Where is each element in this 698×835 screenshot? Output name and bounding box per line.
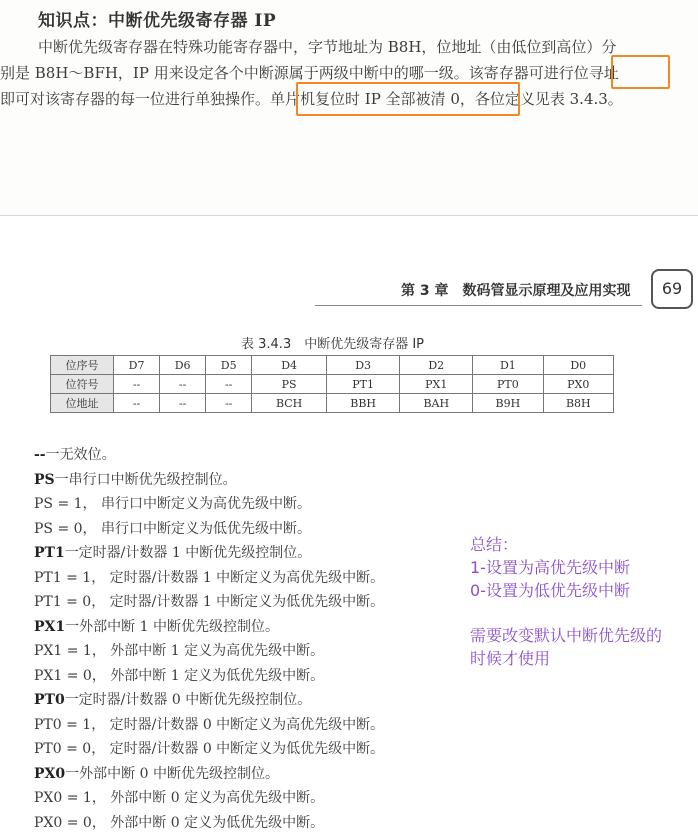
table-cell: PT1 xyxy=(327,375,400,394)
summary-usage-line-2: 时候才使用 xyxy=(470,646,550,669)
bit-symbol: PX1 xyxy=(34,619,65,635)
table-cell: D3 xyxy=(327,356,400,375)
table-cell: D1 xyxy=(473,356,543,375)
row-header: 位序号 xyxy=(51,356,114,375)
bit-symbol: PX0 xyxy=(34,766,65,782)
definition-line: PX1 = 1， 外部中断 1 定义为高优先级中断。 xyxy=(34,639,384,664)
highlight-box-reset-clear xyxy=(296,82,520,116)
table-cell: BCH xyxy=(252,394,327,413)
table-cell: D5 xyxy=(206,356,252,375)
definition-line: --一无效位。 xyxy=(34,443,384,468)
header-rule xyxy=(315,305,642,306)
definition-line: PX1 = 0， 外部中断 1 定义为低优先级中断。 xyxy=(34,664,384,689)
bit-symbol: PT1 xyxy=(34,545,65,561)
definition-line: PS = 0， 串行口中断定义为低优先级中断。 xyxy=(34,517,384,542)
table-cell: PX0 xyxy=(543,375,613,394)
definition-line: PS一串行口中断优先级控制位。 xyxy=(34,468,384,493)
definition-line: PT1 = 1， 定时器/计数器 1 中断定义为高优先级中断。 xyxy=(34,566,384,591)
highlight-box-bit-addressing xyxy=(611,55,670,89)
definition-line: PT0一定时器/计数器 0 中断优先级控制位。 xyxy=(34,688,384,713)
section-divider xyxy=(0,215,698,216)
table-cell: -- xyxy=(160,394,206,413)
table-caption: 表 3.4.3 中断优先级寄存器 IP xyxy=(241,333,424,352)
definition-line: PT1 = 0， 定时器/计数器 1 中断定义为低优先级中断。 xyxy=(34,590,384,615)
definition-line: PX0 = 0， 外部中断 0 定义为低优先级中断。 xyxy=(34,811,384,835)
definition-line: PS = 1， 串行口中断定义为高优先级中断。 xyxy=(34,492,384,517)
summary-usage-line-1: 需要改变默认中断优先级的 xyxy=(470,623,662,646)
table-cell: D6 xyxy=(160,356,206,375)
table-cell: D0 xyxy=(543,356,613,375)
definition-line: PT1一定时器/计数器 1 中断优先级控制位。 xyxy=(34,541,384,566)
row-header: 位地址 xyxy=(51,394,114,413)
table-row xyxy=(51,394,614,413)
definition-line: PT0 = 0， 定时器/计数器 0 中断定义为低优先级中断。 xyxy=(34,737,384,762)
table-cell: BAH xyxy=(400,394,473,413)
paragraph-line-1: 中断优先级寄存器在特殊功能寄存器中，字节地址为 B8H，位地址（由低位到高位）分 xyxy=(38,36,698,57)
summary-title: 总结： xyxy=(470,532,518,555)
table-cell: -- xyxy=(114,394,160,413)
paragraph-line-2: 别是 B8H～BFH，IP 用来设定各个中断源属于两级中断中的哪一级。该寄存器可进行位寻址 xyxy=(0,62,698,83)
table-cell: -- xyxy=(160,375,206,394)
definition-line: PX1一外部中断 1 中断优先级控制位。 xyxy=(34,615,384,640)
table-row xyxy=(51,356,614,375)
chapter-header: 第 3 章 数码管显示原理及应用实现 xyxy=(401,280,631,300)
bit-symbol: -- xyxy=(34,447,46,463)
definition-line: PT0 = 1， 定时器/计数器 0 中断定义为高优先级中断。 xyxy=(34,713,384,738)
knowledge-title: 知识点：中断优先级寄存器 IP xyxy=(38,6,276,31)
table-row xyxy=(51,375,614,394)
table-cell: PT0 xyxy=(473,375,543,394)
table-cell: B9H xyxy=(473,394,543,413)
paragraph-line-3: 即可对该寄存器的每一位进行单独操作。单片机复位时 IP 全部被清 0，各位定义见表 3.4.3。 xyxy=(0,88,698,109)
table-cell: D7 xyxy=(114,356,160,375)
summary-line-high: 1-设置为高优先级中断 xyxy=(470,555,630,578)
table-cell: PS xyxy=(252,375,327,394)
summary-line-low: 0-设置为低优先级中断 xyxy=(470,578,630,601)
bit-symbol: PS xyxy=(34,472,55,488)
row-header: 位符号 xyxy=(51,375,114,394)
table-cell: B8H xyxy=(543,394,613,413)
definition-line: PX0 = 1， 外部中断 0 定义为高优先级中断。 xyxy=(34,786,384,811)
table-cell: -- xyxy=(206,394,252,413)
table-cell: BBH xyxy=(327,394,400,413)
table-cell: -- xyxy=(206,375,252,394)
table-cell: PX1 xyxy=(400,375,473,394)
table-cell: D2 xyxy=(400,356,473,375)
definition-line: PX0一外部中断 0 中断优先级控制位。 xyxy=(34,762,384,787)
ip-register-table xyxy=(50,355,614,413)
table-cell: -- xyxy=(114,375,160,394)
page-number: 69 xyxy=(651,269,693,309)
bit-symbol: PT0 xyxy=(34,692,65,708)
table-cell: D4 xyxy=(252,356,327,375)
bit-definitions xyxy=(34,443,384,835)
